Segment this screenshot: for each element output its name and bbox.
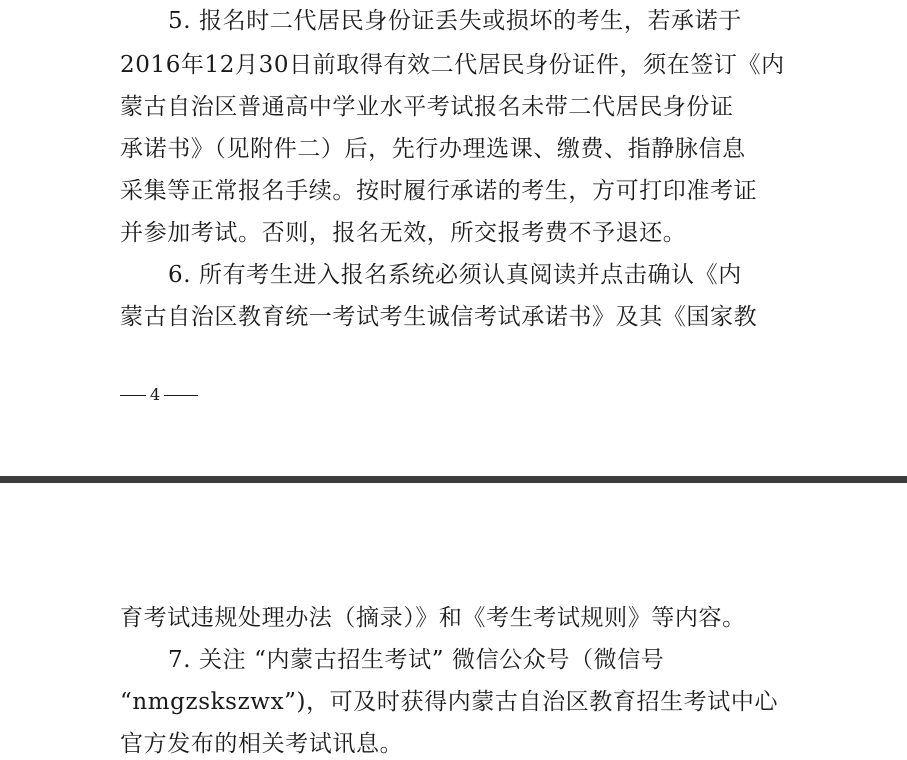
page-number-text: 4 (150, 385, 161, 404)
paragraph-5-line-4: 承诺书》（见附件二）后，先行办理选课、缴费、指静脉信息 (120, 136, 746, 162)
paragraph-5-line-2: 2016年12月30日前取得有效二代居民身份证件，须在签订《内 (120, 52, 785, 78)
page-separator (0, 476, 907, 483)
paragraph-7-line-2: “nmgzskszwx”)，可及时获得内蒙古自治区教育招生考试中心 (120, 689, 779, 715)
paragraph-5-line-1: 5. 报名时二代居民身份证丢失或损坏的考生，若承诺于 (168, 8, 742, 34)
document-page-5 (0, 483, 907, 760)
paragraph-7-line-3: 官方发布的相关考试讯息。 (120, 731, 404, 757)
paragraph-6-line-2: 蒙古自治区教育统一考试考生诚信考试承诺书》及其《国家教 (120, 304, 758, 330)
page-number (120, 384, 198, 406)
paragraph-6-line-1: 6. 所有考生进入报名系统必须认真阅读并点击确认《内 (168, 262, 742, 288)
page-number-dash-right (164, 395, 198, 396)
paragraph-6-line-3: 育考试违规处理办法（摘录）》和《考生考试规则》等内容。 (120, 605, 746, 631)
paragraph-5-line-3: 蒙古自治区普通高中学业水平考试报名未带二代居民身份证 (120, 94, 734, 120)
paragraph-7-line-1: 7. 关注 “内蒙古招生考试” 微信公众号（微信号 (168, 647, 665, 673)
paragraph-5-line-6: 并参加考试。否则，报名无效，所交报考费不予退还。 (120, 220, 687, 246)
page-number-dash-left (120, 395, 146, 396)
paragraph-5-line-5: 采集等正常报名手续。按时履行承诺的考生，方可打印准考证 (120, 178, 758, 204)
